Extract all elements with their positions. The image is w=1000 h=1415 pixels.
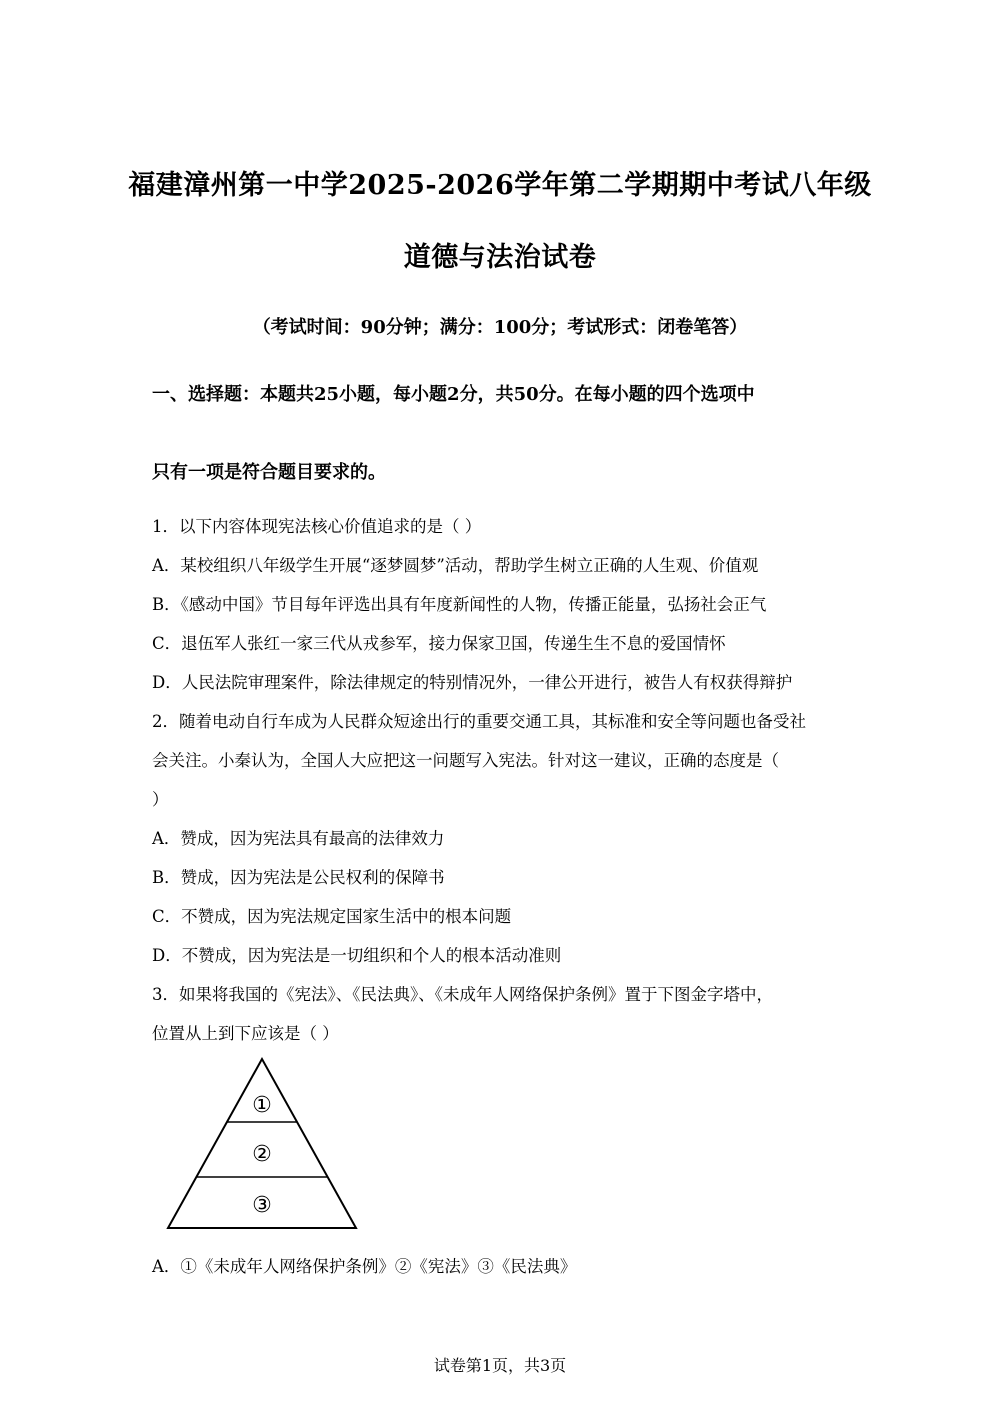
question-2-stem-line3: ） [152,790,169,809]
question-2-option-d: D．不赞成，因为宪法是一切组织和个人的根本活动准则 [152,946,562,965]
question-2-stem-line2: 会关注。小秦认为，全国人大应把这一问题写入宪法。针对这一建议，正确的态度是（ [152,751,779,770]
question-1-option-d: D．人民法院审理案件，除法律规定的特别情况外，一律公开进行，被告人有权获得辩护 [152,673,793,692]
question-1-stem: 1．以下内容体现宪法核心价值追求的是（ ） [152,517,482,536]
question-1-option-c: C．退伍军人张红一家三代从戎参军，接力保家卫国，传递生生不息的爱国情怀 [152,634,726,653]
question-2-option-c: C．不赞成，因为宪法规定国家生活中的根本问题 [152,907,512,926]
pyramid-label-2: ② [252,1142,272,1167]
question-3-option-a: A．①《未成年人网络保护条例》②《宪法》③《民法典》 [152,1257,577,1276]
exam-title-line1: 福建漳州第一中学2025-2026学年第二学期期中考试八年级 [128,170,872,201]
law-hierarchy-pyramid [162,1055,362,1233]
section-heading-line1: 一、选择题：本题共25小题，每小题2分，共50分。在每小题的四个选项中 [152,384,755,405]
question-1-option-a: A．某校组织八年级学生开展“逐梦圆梦”活动，帮助学生树立正确的人生观、价值观 [152,556,759,575]
exam-info: （考试时间：90分钟；满分：100分；考试形式：闭卷笔答） [252,317,748,338]
question-3-stem-line1: 3．如果将我国的《宪法》、《民法典》、《未成年人网络保护条例》置于下图金字塔中， [152,985,773,1004]
exam-title-line2: 道德与法治试卷 [403,242,597,273]
question-3-stem-line2: 位置从上到下应该是（ ） [152,1024,339,1043]
question-1-option-b: B．《感动中国》节目每年评选出具有年度新闻性的人物，传播正能量，弘扬社会正气 [152,595,767,614]
question-2-option-b: B．赞成，因为宪法是公民权利的保障书 [152,868,445,887]
pyramid-label-3: ③ [252,1193,272,1218]
section-heading-line2: 只有一项是符合题目要求的。 [152,462,386,483]
pyramid-label-1: ① [252,1093,272,1118]
question-2-stem-line1: 2．随着电动自行车成为人民群众短途出行的重要交通工具，其标准和安全等问题也备受社 [152,712,806,731]
question-2-option-a: A．赞成，因为宪法具有最高的法律效力 [152,829,445,848]
page-footer: 试卷第1页，共3页 [433,1356,567,1375]
